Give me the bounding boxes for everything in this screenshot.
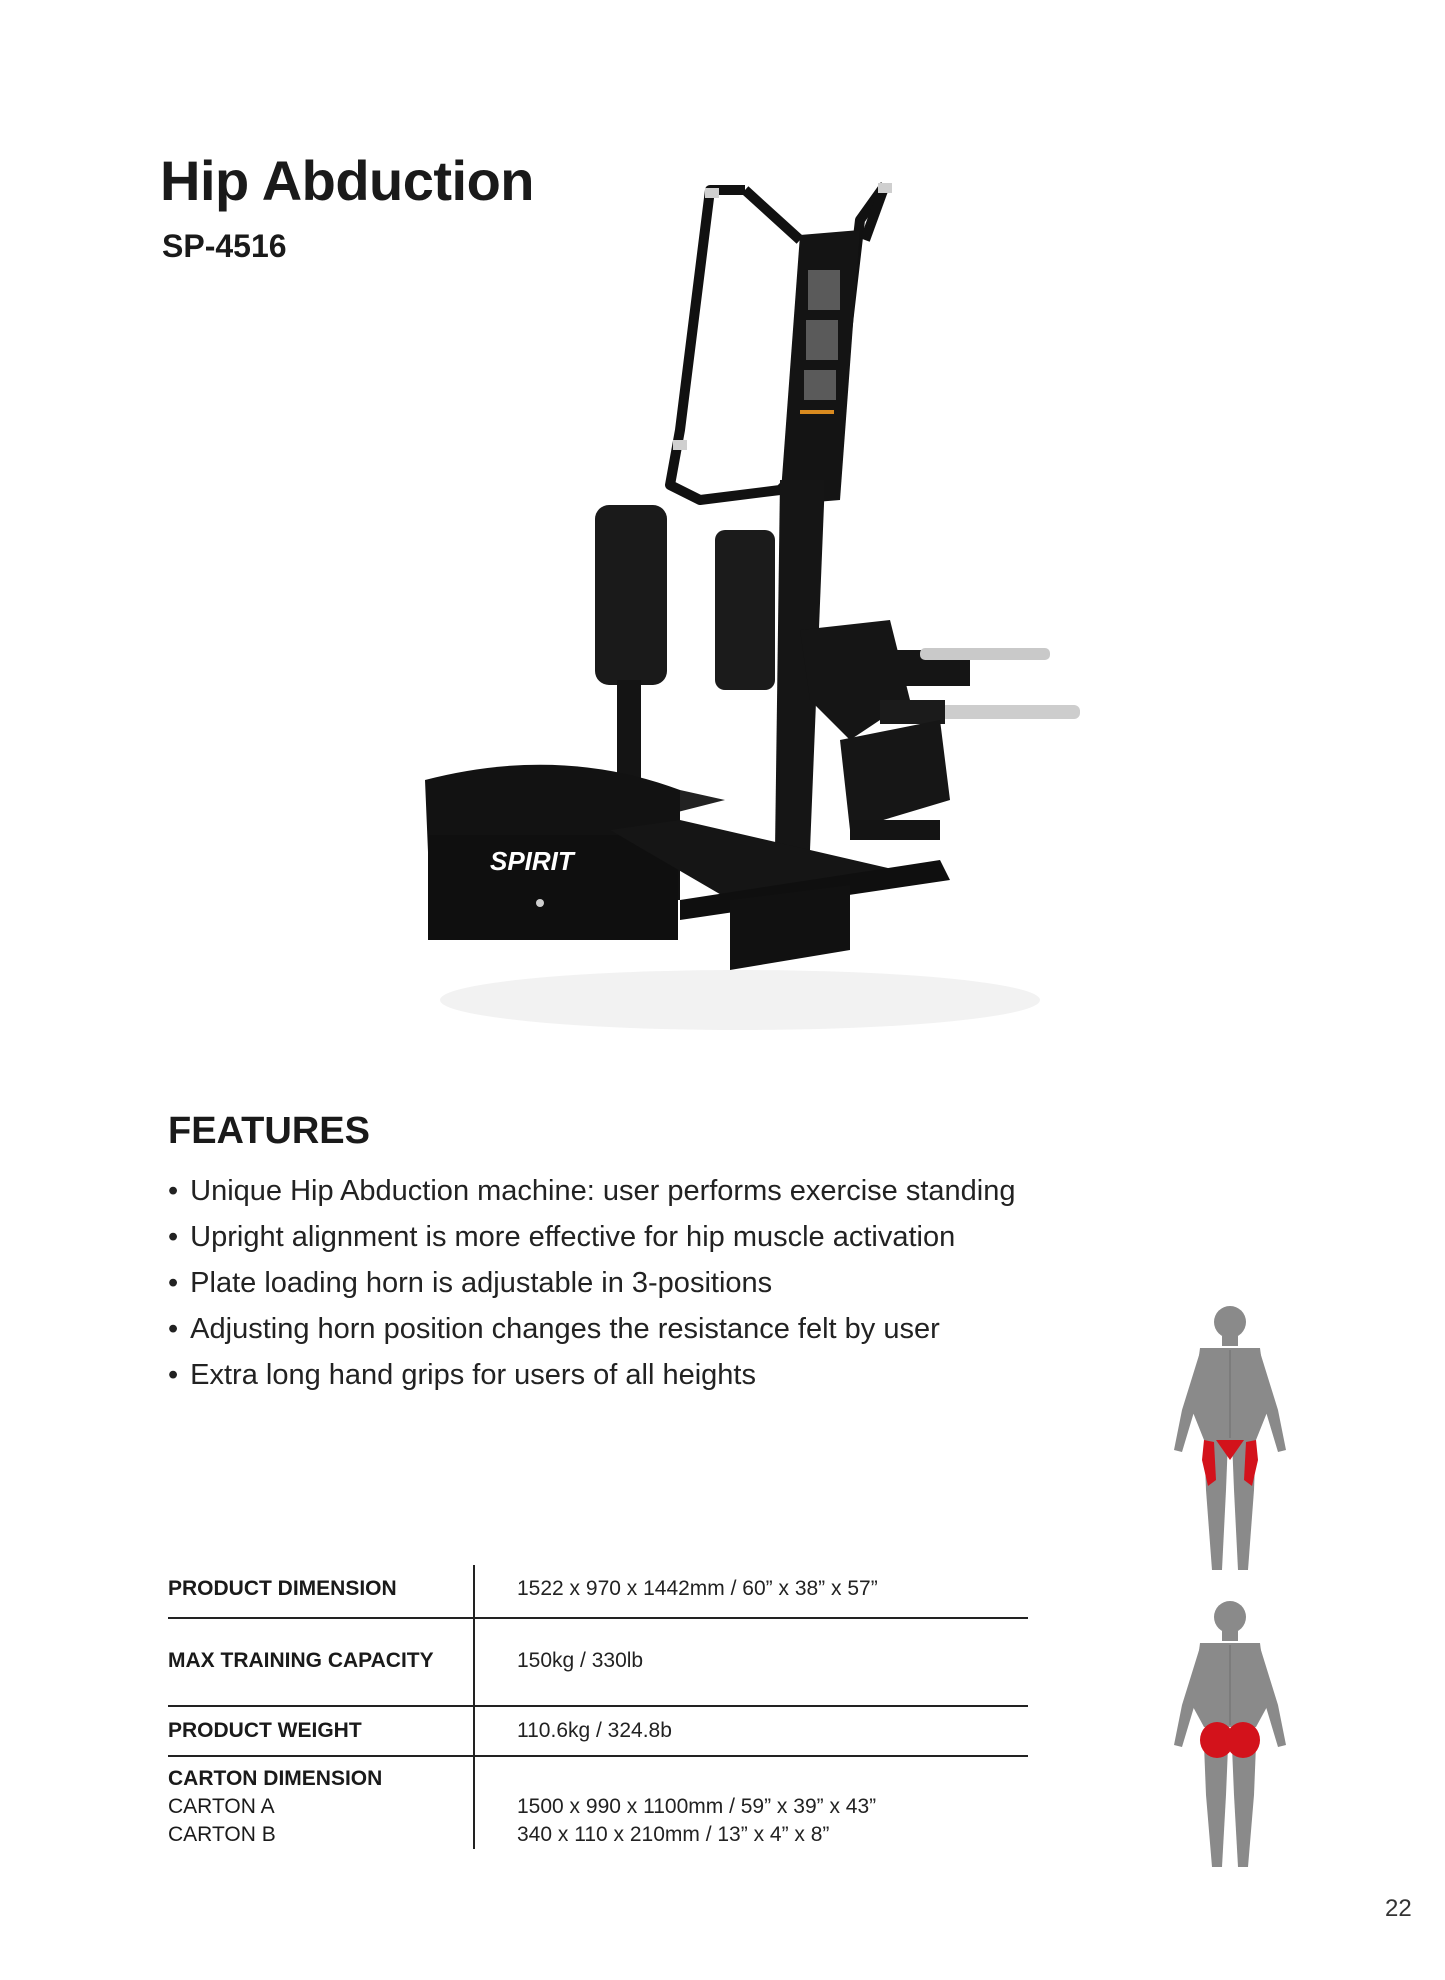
carton-a-label: CARTON A xyxy=(168,1795,275,1818)
features-list xyxy=(168,1168,1015,1398)
carton-b-value: 340 x 110 x 210mm / 13” x 4” x 8” xyxy=(517,1823,830,1846)
product-image xyxy=(380,180,1100,1060)
carton-b-label: CARTON B xyxy=(168,1823,276,1846)
feature-item: • Upright alignment is more effective for hip muscle activation xyxy=(168,1214,1015,1260)
spec-row-carton-dimension xyxy=(168,1757,1028,1849)
brand-label: SPIRIT xyxy=(490,846,574,876)
spec-value: 150kg / 330lb xyxy=(473,1619,1028,1705)
spec-row-product-weight xyxy=(168,1707,1028,1757)
spec-value: 110.6kg / 324.8b xyxy=(473,1707,1028,1755)
spec-label: PRODUCT DIMENSION xyxy=(168,1577,397,1600)
spec-value-group xyxy=(473,1757,1028,1849)
muscle-diagram-front xyxy=(1160,1300,1300,1580)
spec-label: MAX TRAINING CAPACITY xyxy=(168,1649,434,1672)
spec-row-max-training-capacity xyxy=(168,1619,1028,1707)
features-heading: FEATURES xyxy=(168,1110,370,1152)
model-number: SP-4516 xyxy=(162,228,287,264)
spec-value: 1522 x 970 x 1442mm / 60” x 38” x 57” xyxy=(473,1565,1028,1617)
feature-item: • Plate loading horn is adjustable in 3-positions xyxy=(168,1260,1015,1306)
muscle-diagram-back xyxy=(1160,1595,1300,1875)
page-title: Hip Abduction xyxy=(160,149,535,212)
specs-table xyxy=(168,1565,1028,1849)
spec-label: PRODUCT WEIGHT xyxy=(168,1719,362,1742)
carton-a-value: 1500 x 990 x 1100mm / 59” x 39” x 43” xyxy=(517,1795,877,1818)
spec-row-product-dimension xyxy=(168,1565,1028,1619)
spec-label-group xyxy=(168,1757,473,1849)
page-number: 22 xyxy=(1385,1895,1412,1922)
feature-item: • Adjusting horn position changes the resistance felt by user xyxy=(168,1306,1015,1352)
spec-label: CARTON DIMENSION xyxy=(168,1767,383,1790)
feature-item: • Unique Hip Abduction machine: user performs exercise standing xyxy=(168,1168,1015,1214)
feature-item: • Extra long hand grips for users of all heights xyxy=(168,1352,1015,1398)
